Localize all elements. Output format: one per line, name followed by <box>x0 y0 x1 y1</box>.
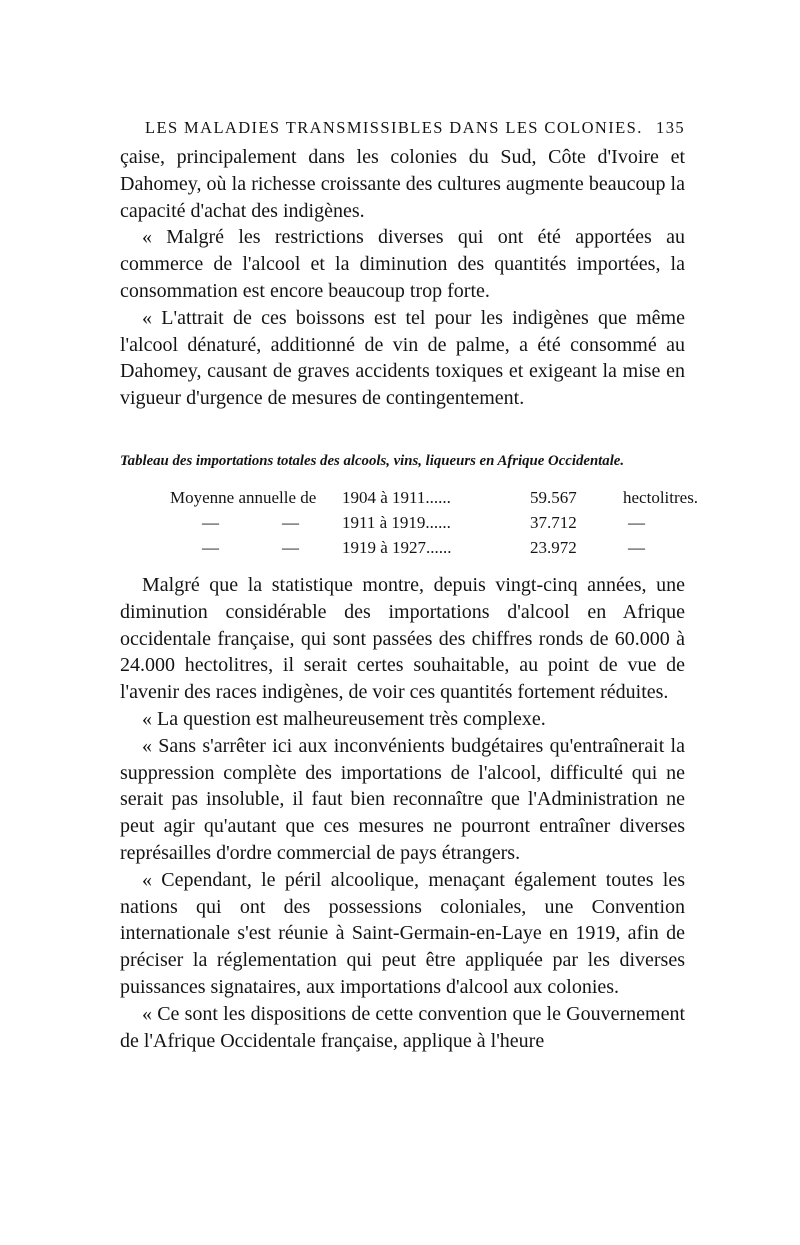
row-years: 1911 à 1919...... <box>342 513 451 532</box>
ditto-mark: — <box>282 538 299 557</box>
paragraph: « L'attrait de ces boissons est tel pour les indigènes que même l'alcool dénaturé, additionné de vin de palme, a été consommé au Dahomey, causant de graves accidents toxiques et exigeant la mise en vigueur d'urgence de mesures de contingentement. <box>120 306 685 410</box>
ditto-mark: — <box>202 538 219 557</box>
paragraph: Malgré que la statistique montre, depuis vingt-cinq années, une diminution considérable des importations d'alcool en Afrique occidentale française, qui sont passées des chiffres ronds de 60.000 à 24.000 hectolitres, il serait certes souhaitable, au point de vue de l'avenir des races indigènes, de voir ces quantités fortement réduites. <box>120 574 685 704</box>
ditto-mark: — <box>202 513 219 532</box>
running-header <box>120 118 685 142</box>
table-row <box>120 488 699 512</box>
paragraph: « Malgré les restrictions diverses qui ont été apportées au commerce de l'alcool et la diminution des quantités importées, la consommation est encore beaucoup trop forte. <box>120 226 685 302</box>
table-caption: Tableau des importations totales des alcools, vins, liqueurs en Afrique Occidentale. <box>120 453 625 469</box>
running-title: LES MALADIES TRANSMISSIBLES DANS LES COLONIES. <box>145 118 643 137</box>
row-value: 23.972 <box>530 538 577 557</box>
paragraph: « Ce sont les dispositions de cette convention que le Gouvernement de l'Afrique Occidentale française, applique à l'heure <box>120 1002 685 1052</box>
paragraph: « Cependant, le péril alcoolique, menaçant également toutes les nations qui ont des possessions coloniales, une Convention internationale s'est réunie à Saint-Germain-en-Laye en 1919, afin de préciser la réglementation qui peut être appliquée par les diverses puissances signataires, aux importations d'alcool aux colonies. <box>120 868 685 998</box>
ditto-mark: — <box>628 538 645 557</box>
table-row <box>120 538 685 562</box>
text-block-bottom <box>120 572 685 1054</box>
ditto-mark: — <box>628 513 645 532</box>
row-value: 59.567 <box>530 488 577 507</box>
paragraph: çaise, principalement dans les colonies du Sud, Côte d'Ivoire et Dahomey, où la richesse croissante des cultures augmente beaucoup la capacité d'achat des indigènes. <box>120 146 685 222</box>
table-row <box>120 513 685 537</box>
row-label: Moyenne annuelle de <box>170 488 317 507</box>
row-value: 37.712 <box>530 513 577 532</box>
row-years: 1919 à 1927...... <box>342 538 452 557</box>
text-block-top <box>120 144 685 412</box>
paragraph: « La question est malheureusement très complexe. <box>142 707 546 730</box>
ditto-mark: — <box>282 513 299 532</box>
paragraph: « Sans s'arrêter ici aux inconvénients budgétaires qu'entraînerait la suppression complète des importations de l'alcool, difficulté qui ne serait pas insoluble, il faut bien reconnaître que l'Administration ne peut agir qu'autant que ces mesures ne pourront entraîner diverses représailles d'ordre commercial de pays étrangers. <box>120 734 685 864</box>
row-years: 1904 à 1911...... <box>342 488 451 507</box>
row-unit: hectolitres. <box>623 488 699 507</box>
page-number: 135 <box>656 118 685 137</box>
